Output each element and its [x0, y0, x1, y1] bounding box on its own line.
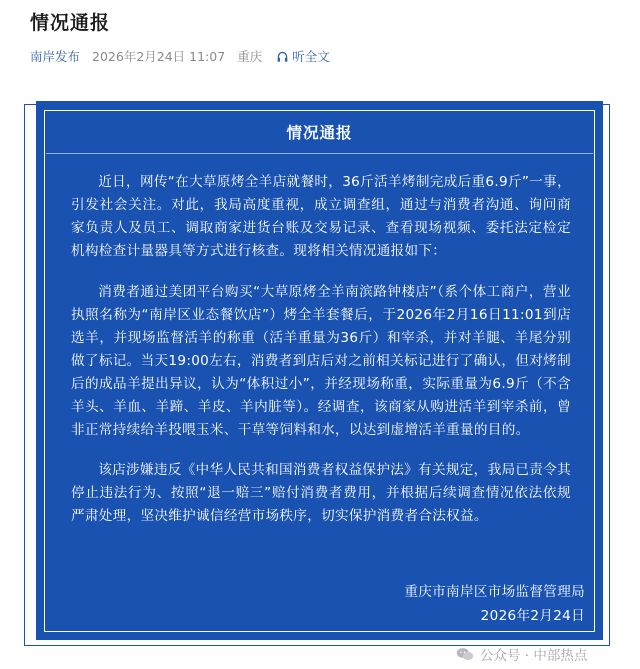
bulletin-image [36, 101, 603, 640]
wechat-icon [456, 647, 474, 662]
divider [46, 153, 593, 154]
headphones-icon [276, 50, 289, 63]
source-link[interactable]: 南岸发布 [30, 49, 81, 64]
location-label: 重庆 [237, 49, 263, 64]
signature-date: 2026年2月24日 [480, 608, 585, 624]
bulletin-paragraph: 近日，网传“在大草原烤全羊店就餐时，36斤活羊烤制完成后重6.9斤”一事，引发社会关注。对此，我局高度重视，成立调查组，通过与消费者沟通、询问商家负责人及员工、调取商家进货台账及交易记录、查看现场视频、委托法定检定机构检查计量器具等方式进行核查。现将相关情况通报如下： [71, 174, 571, 259]
bulletin-heading: 情况通报 [286, 124, 353, 142]
page-title: 情况通报 [30, 12, 111, 34]
article-meta [30, 47, 330, 65]
listen-label: 听全文 [292, 49, 330, 64]
signature-org: 重庆市南岸区市场监督管理局 [404, 584, 585, 600]
watermark-text: 公众号 · 中部热点 [480, 648, 588, 664]
bulletin-paragraph: 该店涉嫌违反《中华人民共和国消费者权益保护法》有关规定，我局已责令其停止违法行为、按照“退一赔三”赔付消费者费用，并根据后续调查情况依法依规严肃处理，坚决维护诚信经营市场秩序，切实保护消费者合法权益。 [71, 462, 571, 524]
bulletin-paragraph: 消费者通过美团平台购买“大草原烤全羊南滨路钟楼店”（系个体工商户，营业执照名称为“南岸区业态餐饮店”）烤全羊套餐后，于2026年2月16日11:01到店选羊，并现场监督活羊的称重（活羊重量为36斤）和宰杀，并对羊腿、羊尾分别做了标记。当天19:00左右，消费者到店后对之前相关标记进行了确认，但对烤制后的成品羊提出异议，认为“体积过小”，并经现场称重，实际重量为6.9斤（不含羊头、羊血、羊蹄、羊皮、羊内脏等）。经调查，该商家从购进活羊到宰杀前，曾非正常持续给羊投喂玉米、干草等饲料和水，以达到虚增活羊重量的目的。 [71, 284, 571, 438]
listen-button[interactable] [276, 47, 330, 65]
publish-date: 2026年2月24日 11:07 [92, 49, 226, 64]
watermark [456, 644, 587, 664]
